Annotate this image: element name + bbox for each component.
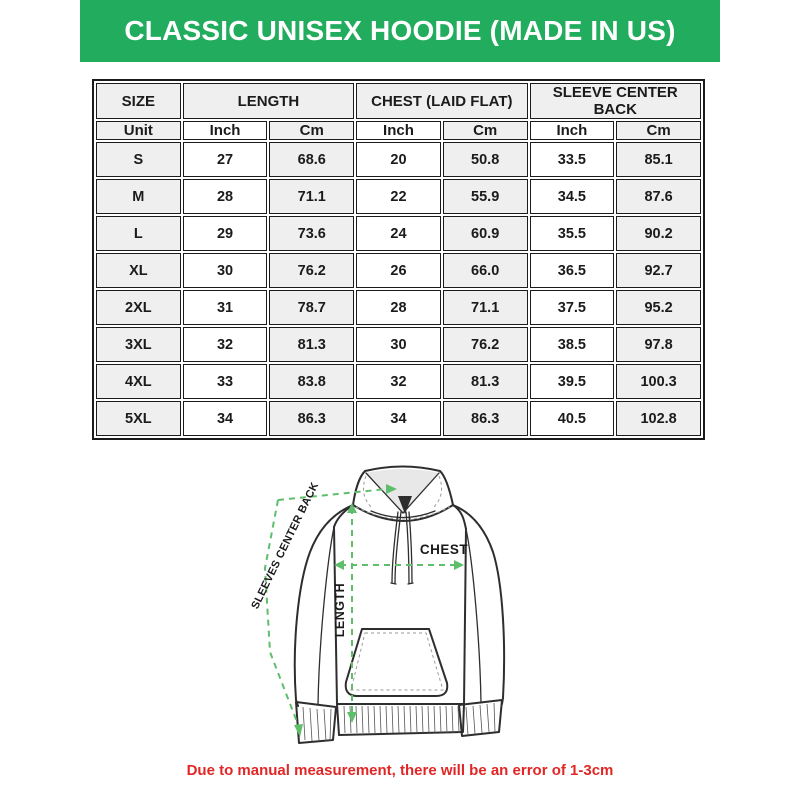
value-cell: 34	[356, 401, 441, 436]
value-cell: 81.3	[443, 364, 528, 399]
hoodie-cuffs-waistband	[296, 700, 502, 743]
hoodie-diagram	[240, 448, 560, 763]
value-cell: 73.6	[269, 216, 354, 251]
table-row	[96, 401, 701, 436]
sleeve-center-back-label: SLEEVES CENTER BACK	[249, 480, 322, 612]
size-cell: 2XL	[96, 290, 181, 325]
unit-cell: Unit	[96, 121, 181, 140]
value-cell: 33	[183, 364, 268, 399]
table-row	[96, 142, 701, 177]
size-cell: 5XL	[96, 401, 181, 436]
value-cell: 66.0	[443, 253, 528, 288]
value-cell: 33.5	[530, 142, 615, 177]
value-cell: 95.2	[616, 290, 701, 325]
section-header-row	[96, 83, 701, 119]
length-label: LENGTH	[333, 582, 347, 638]
value-cell: 78.7	[269, 290, 354, 325]
value-cell: 55.9	[443, 179, 528, 214]
value-cell: 34	[183, 401, 268, 436]
value-cell: 71.1	[443, 290, 528, 325]
value-cell: 83.8	[269, 364, 354, 399]
value-cell: 76.2	[443, 327, 528, 362]
chest-arrow	[334, 560, 464, 570]
value-cell: 30	[183, 253, 268, 288]
title-banner	[80, 0, 720, 62]
col-header-length: LENGTH	[183, 83, 354, 119]
table-row	[96, 290, 701, 325]
chest-label: CHEST	[419, 542, 469, 557]
value-cell: 40.5	[530, 401, 615, 436]
value-cell: 37.5	[530, 290, 615, 325]
sleeve-center-back-arrow	[265, 484, 397, 737]
value-cell: 29	[183, 216, 268, 251]
value-cell: 85.1	[616, 142, 701, 177]
value-cell: 38.5	[530, 327, 615, 362]
size-table	[92, 79, 705, 440]
size-cell: XL	[96, 253, 181, 288]
length-arrow	[347, 503, 357, 723]
size-cell: S	[96, 142, 181, 177]
value-cell: 28	[356, 290, 441, 325]
value-cell: 20	[356, 142, 441, 177]
table-row	[96, 327, 701, 362]
value-cell: 26	[356, 253, 441, 288]
value-cell: 60.9	[443, 216, 528, 251]
drawstrings	[391, 512, 413, 584]
size-cell: L	[96, 216, 181, 251]
unit-cell: Inch	[183, 121, 268, 140]
value-cell: 31	[183, 290, 268, 325]
value-cell: 28	[183, 179, 268, 214]
size-cell: M	[96, 179, 181, 214]
value-cell: 87.6	[616, 179, 701, 214]
value-cell: 71.1	[269, 179, 354, 214]
page-title: CLASSIC UNISEX HOODIE (MADE IN US)	[124, 15, 676, 46]
value-cell: 32	[183, 327, 268, 362]
value-cell: 22	[356, 179, 441, 214]
value-cell: 34.5	[530, 179, 615, 214]
value-cell: 30	[356, 327, 441, 362]
value-cell: 76.2	[269, 253, 354, 288]
value-cell: 90.2	[616, 216, 701, 251]
unit-cell: Cm	[269, 121, 354, 140]
value-cell: 36.5	[530, 253, 615, 288]
size-cell: 4XL	[96, 364, 181, 399]
table-row	[96, 253, 701, 288]
size-cell: 3XL	[96, 327, 181, 362]
value-cell: 86.3	[443, 401, 528, 436]
unit-cell: Inch	[356, 121, 441, 140]
measurement-error-note: Due to manual measurement, there will be an error of 1-3cm	[186, 762, 614, 779]
value-cell: 32	[356, 364, 441, 399]
hoodie-sleeves	[295, 505, 504, 706]
unit-cell: Cm	[443, 121, 528, 140]
hoodie-body	[334, 505, 466, 704]
value-cell: 50.8	[443, 142, 528, 177]
table-row	[96, 179, 701, 214]
value-cell: 24	[356, 216, 441, 251]
col-header-sleeve: SLEEVE CENTER BACK	[530, 83, 701, 119]
unit-cell: Cm	[616, 121, 701, 140]
value-cell: 102.8	[616, 401, 701, 436]
value-cell: 35.5	[530, 216, 615, 251]
hoodie-hood	[353, 467, 453, 585]
table-row	[96, 216, 701, 251]
value-cell: 92.7	[616, 253, 701, 288]
value-cell: 27	[183, 142, 268, 177]
value-cell: 39.5	[530, 364, 615, 399]
table-row	[96, 364, 701, 399]
hoodie-pocket	[346, 629, 448, 696]
col-header-size: SIZE	[96, 83, 181, 119]
unit-cell: Inch	[530, 121, 615, 140]
value-cell: 68.6	[269, 142, 354, 177]
value-cell: 81.3	[269, 327, 354, 362]
col-header-chest: CHEST (LAID FLAT)	[356, 83, 527, 119]
value-cell: 86.3	[269, 401, 354, 436]
unit-header-row	[96, 121, 701, 140]
value-cell: 100.3	[616, 364, 701, 399]
value-cell: 97.8	[616, 327, 701, 362]
